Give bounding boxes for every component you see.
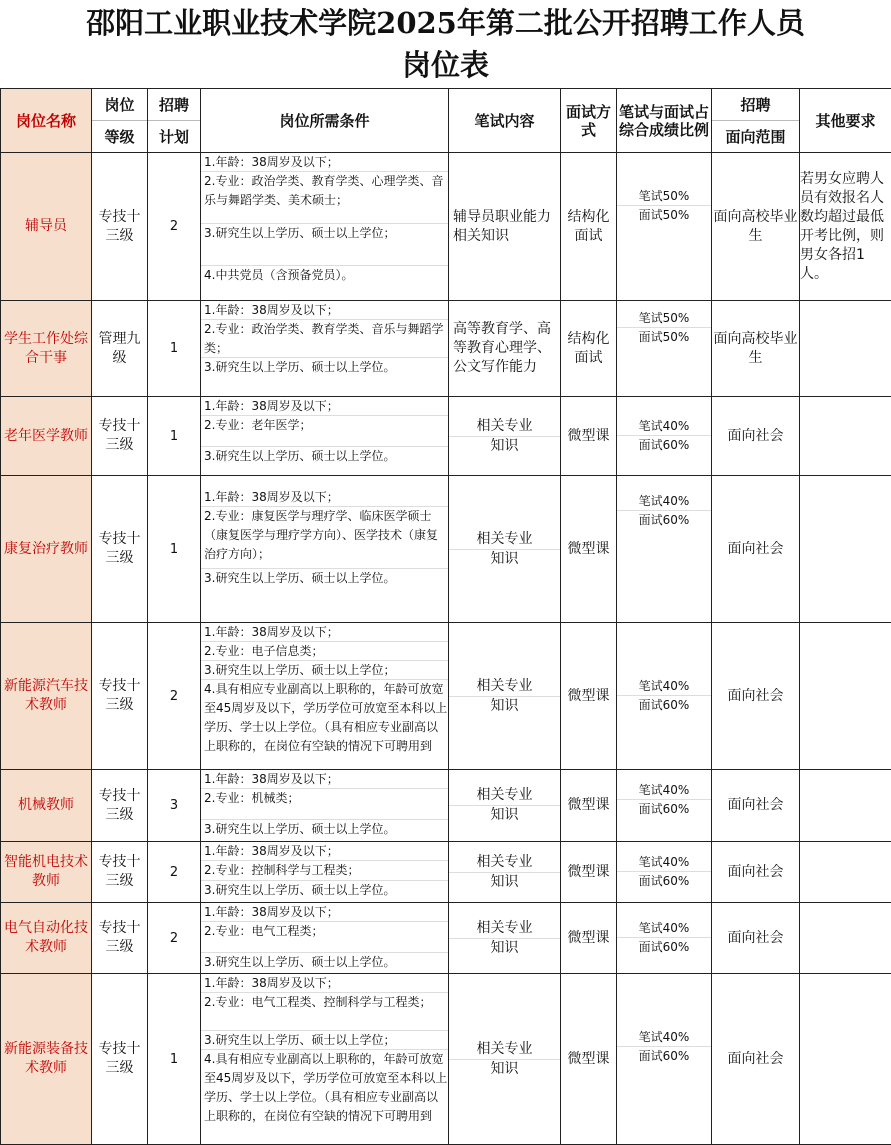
requirement-line: 1.年龄：38周岁及以下； bbox=[201, 397, 448, 416]
table-row bbox=[1, 770, 891, 842]
written-content-cell bbox=[449, 397, 561, 476]
interview-ratio: 面试60% bbox=[617, 436, 711, 455]
requirement-line: 2.专业：老年医学； bbox=[201, 416, 448, 447]
ratio-cell bbox=[617, 770, 712, 842]
ratio-cell bbox=[617, 974, 712, 1145]
scope-cell: 面向高校毕业生 bbox=[712, 153, 800, 301]
requirement-line: 3.研究生以上学历、硕士以上学位。 bbox=[201, 953, 448, 973]
written-content-text: 相关专业 bbox=[449, 530, 560, 550]
written-content-text: 知识 bbox=[449, 437, 560, 456]
requirement-line: 1.年龄：38周岁及以下； bbox=[201, 153, 448, 172]
requirements-cell bbox=[201, 476, 449, 623]
plan-cell: 2 bbox=[148, 842, 201, 903]
post-name-cell: 机械教师 bbox=[1, 770, 92, 842]
written-content-text: 知识 bbox=[449, 873, 560, 892]
header-scope-line2: 面向范围 bbox=[712, 120, 799, 152]
requirements-cell bbox=[201, 903, 449, 974]
level-cell: 专技十三级 bbox=[92, 476, 148, 623]
plan-cell: 1 bbox=[148, 476, 201, 623]
interview-cell: 结构化面试 bbox=[561, 301, 617, 397]
header-other: 其他要求 bbox=[800, 89, 891, 153]
header-plan-line1: 招聘 bbox=[148, 89, 200, 120]
post-name-cell: 新能源汽车技术教师 bbox=[1, 623, 92, 770]
written-ratio: 笔试40% bbox=[617, 781, 711, 800]
other-requirements-cell bbox=[800, 301, 891, 397]
header-post-name: 岗位名称 bbox=[1, 89, 92, 153]
written-content-cell bbox=[449, 770, 561, 842]
plan-cell: 2 bbox=[148, 153, 201, 301]
ratio-cell bbox=[617, 301, 712, 397]
title-line-1: 邵阳工业职业技术学院2025年第二批公开招聘工作人员 bbox=[0, 2, 891, 44]
header-level bbox=[92, 89, 148, 153]
header-level-line2: 等级 bbox=[92, 120, 147, 152]
written-content-text: 相关专业 bbox=[449, 1040, 560, 1060]
written-content-text: 知识 bbox=[449, 806, 560, 825]
written-content-cell bbox=[449, 974, 561, 1145]
written-content-text: 相关专业 bbox=[449, 786, 560, 806]
level-cell: 专技十三级 bbox=[92, 770, 148, 842]
post-name-cell: 学生工作处综合干事 bbox=[1, 301, 92, 397]
interview-cell: 微型课 bbox=[561, 974, 617, 1145]
other-requirements-cell bbox=[800, 842, 891, 903]
scope-cell: 面向社会 bbox=[712, 397, 800, 476]
written-content-text: 相关专业 bbox=[449, 919, 560, 939]
written-content-text: 辅导员职业能力相关知识 bbox=[449, 208, 560, 246]
interview-ratio: 面试60% bbox=[617, 800, 711, 830]
header-scope bbox=[712, 89, 800, 153]
plan-cell: 2 bbox=[148, 623, 201, 770]
table-row bbox=[1, 153, 891, 301]
other-requirements-cell: 若男女应聘人员有效报名人数均超过最低开考比例，则男女各招1人。 bbox=[800, 153, 891, 301]
ratio-cell bbox=[617, 623, 712, 770]
header-ratio: 笔试与面试占综合成绩比例 bbox=[617, 89, 712, 153]
scope-cell: 面向社会 bbox=[712, 974, 800, 1145]
other-requirements-cell bbox=[800, 903, 891, 974]
written-content-text: 相关专业 bbox=[449, 677, 560, 697]
title-line-2: 岗位表 bbox=[0, 44, 891, 86]
written-ratio: 笔试40% bbox=[617, 919, 711, 938]
requirement-line: 3.研究生以上学历、硕士以上学位。 bbox=[201, 447, 448, 475]
other-requirements-cell bbox=[800, 974, 891, 1145]
post-name-cell: 电气自动化技术教师 bbox=[1, 903, 92, 974]
scope-cell: 面向社会 bbox=[712, 903, 800, 974]
header-plan bbox=[148, 89, 201, 153]
requirement-line: 2.专业：政治学类、教育学类、音乐与舞蹈学类； bbox=[201, 320, 448, 358]
requirements-cell bbox=[201, 397, 449, 476]
post-name-cell: 辅导员 bbox=[1, 153, 92, 301]
written-content-text: 知识 bbox=[449, 697, 560, 716]
level-cell: 专技十三级 bbox=[92, 397, 148, 476]
requirement-line: 3.研究生以上学历、硕士以上学位。 bbox=[201, 358, 448, 396]
table-row bbox=[1, 903, 891, 974]
header-requirements: 岗位所需条件 bbox=[201, 89, 449, 153]
plan-cell: 1 bbox=[148, 397, 201, 476]
table-row bbox=[1, 974, 891, 1145]
plan-cell: 2 bbox=[148, 903, 201, 974]
interview-cell: 微型课 bbox=[561, 397, 617, 476]
interview-ratio: 面试60% bbox=[617, 1047, 711, 1091]
requirement-line: 3.研究生以上学历、硕士以上学位； bbox=[201, 1031, 448, 1050]
header-written: 笔试内容 bbox=[449, 89, 561, 153]
other-requirements-cell bbox=[800, 476, 891, 623]
post-name-cell: 智能机电技术教师 bbox=[1, 842, 92, 903]
requirement-line: 3.研究生以上学历、硕士以上学位。 bbox=[201, 881, 448, 902]
level-cell: 专技十三级 bbox=[92, 153, 148, 301]
written-ratio: 笔试40% bbox=[617, 677, 711, 696]
written-content-cell bbox=[449, 842, 561, 903]
interview-ratio: 面试60% bbox=[617, 872, 711, 891]
requirement-line: 1.年龄：38周岁及以下； bbox=[201, 903, 448, 922]
written-content-text: 相关专业 bbox=[449, 417, 560, 437]
requirement-line: 4.具有相应专业副高以上职称的，年龄可放宽至45周岁及以下，学历学位可放宽至本科以上学历、学士以上学位。（具有相应专业副高以上职称的，在岗位有空缺的情况下可聘用到 bbox=[201, 680, 448, 769]
requirements-cell bbox=[201, 623, 449, 770]
header-plan-line2: 计划 bbox=[148, 120, 200, 152]
scope-cell: 面向高校毕业生 bbox=[712, 301, 800, 397]
post-name-cell: 康复治疗教师 bbox=[1, 476, 92, 623]
requirement-line: 1.年龄：38周岁及以下； bbox=[201, 974, 448, 993]
header-interview: 面试方式 bbox=[561, 89, 617, 153]
interview-ratio: 面试60% bbox=[617, 696, 711, 715]
table-row bbox=[1, 476, 891, 623]
scope-cell: 面向社会 bbox=[712, 842, 800, 903]
interview-cell: 微型课 bbox=[561, 770, 617, 842]
positions-table bbox=[0, 88, 891, 1145]
written-content-text: 高等教育学、高等教育心理学、公文写作能力 bbox=[449, 320, 560, 377]
requirement-line: 1.年龄：38周岁及以下； bbox=[201, 488, 448, 507]
other-requirements-cell bbox=[800, 770, 891, 842]
interview-cell: 微型课 bbox=[561, 623, 617, 770]
requirements-cell bbox=[201, 770, 449, 842]
interview-cell: 结构化面试 bbox=[561, 153, 617, 301]
written-ratio: 笔试50% bbox=[617, 309, 711, 328]
scope-cell: 面向社会 bbox=[712, 623, 800, 770]
table-row bbox=[1, 397, 891, 476]
written-content-cell bbox=[449, 153, 561, 301]
ratio-cell bbox=[617, 153, 712, 301]
requirement-line: 3.研究生以上学历、硕士以上学位。 bbox=[201, 569, 448, 611]
requirements-cell bbox=[201, 301, 449, 397]
plan-cell: 1 bbox=[148, 301, 201, 397]
requirement-line: 2.专业：机械类； bbox=[201, 789, 448, 820]
requirement-line: 1.年龄：38周岁及以下； bbox=[201, 301, 448, 320]
table-row bbox=[1, 842, 891, 903]
scope-cell: 面向社会 bbox=[712, 476, 800, 623]
other-requirements-cell bbox=[800, 397, 891, 476]
header-scope-line1: 招聘 bbox=[712, 89, 799, 120]
header-row bbox=[1, 89, 891, 153]
ratio-cell bbox=[617, 842, 712, 903]
level-cell: 专技十三级 bbox=[92, 903, 148, 974]
interview-ratio: 面试50% bbox=[617, 328, 711, 388]
plan-cell: 3 bbox=[148, 770, 201, 842]
ratio-cell bbox=[617, 903, 712, 974]
requirements-cell bbox=[201, 842, 449, 903]
level-cell: 专技十三级 bbox=[92, 623, 148, 770]
document-title bbox=[0, 0, 891, 88]
requirement-line: 3.研究生以上学历、硕士以上学位； bbox=[201, 661, 448, 680]
requirement-line: 3.研究生以上学历、硕士以上学位。 bbox=[201, 820, 448, 841]
interview-cell: 微型课 bbox=[561, 476, 617, 623]
table-row bbox=[1, 623, 891, 770]
requirement-line: 1.年龄：38周岁及以下； bbox=[201, 623, 448, 642]
requirement-line: 2.专业：电子信息类； bbox=[201, 642, 448, 661]
written-content-text: 知识 bbox=[449, 550, 560, 569]
ratio-cell bbox=[617, 476, 712, 623]
requirement-line: 1.年龄：38周岁及以下； bbox=[201, 770, 448, 789]
written-content-cell bbox=[449, 301, 561, 397]
written-ratio: 笔试50% bbox=[617, 187, 711, 206]
level-cell: 管理九级 bbox=[92, 301, 148, 397]
header-level-line1: 岗位 bbox=[92, 89, 147, 120]
other-requirements-cell bbox=[800, 623, 891, 770]
requirement-line: 3.研究生以上学历、硕士以上学位； bbox=[201, 224, 448, 266]
written-content-cell bbox=[449, 476, 561, 623]
scope-cell: 面向社会 bbox=[712, 770, 800, 842]
post-name-cell: 老年医学教师 bbox=[1, 397, 92, 476]
interview-ratio: 面试60% bbox=[617, 511, 711, 607]
level-cell: 专技十三级 bbox=[92, 974, 148, 1145]
interview-cell: 微型课 bbox=[561, 903, 617, 974]
interview-cell: 微型课 bbox=[561, 842, 617, 903]
written-content-text: 相关专业 bbox=[449, 853, 560, 873]
requirement-line: 4.中共党员（含预备党员）。 bbox=[201, 266, 448, 300]
written-ratio: 笔试40% bbox=[617, 417, 711, 436]
requirement-line: 2.专业：电气工程类、控制科学与工程类； bbox=[201, 993, 448, 1031]
written-ratio: 笔试40% bbox=[617, 1028, 711, 1047]
written-content-text: 知识 bbox=[449, 1060, 560, 1079]
requirements-cell bbox=[201, 974, 449, 1145]
written-ratio: 笔试40% bbox=[617, 853, 711, 872]
written-ratio: 笔试40% bbox=[617, 492, 711, 511]
requirements-cell bbox=[201, 153, 449, 301]
written-content-cell bbox=[449, 903, 561, 974]
level-cell: 专技十三级 bbox=[92, 842, 148, 903]
requirement-line: 2.专业：政治学类、教育学类、心理学类、音乐与舞蹈学类、美术硕士； bbox=[201, 172, 448, 224]
requirement-line: 2.专业：康复医学与理疗学、临床医学硕士（康复医学与理疗学方向）、医学技术（康复治疗方向）； bbox=[201, 507, 448, 569]
table-row bbox=[1, 301, 891, 397]
interview-ratio: 面试50% bbox=[617, 206, 711, 266]
requirement-line: 2.专业：控制科学与工程类； bbox=[201, 861, 448, 881]
requirement-line: 1.年龄：38周岁及以下； bbox=[201, 842, 448, 861]
post-name-cell: 新能源装备技术教师 bbox=[1, 974, 92, 1145]
written-content-text: 知识 bbox=[449, 939, 560, 958]
positions-body bbox=[1, 153, 891, 1145]
requirement-line: 4.具有相应专业副高以上职称的，年龄可放宽至45周岁及以下，学历学位可放宽至本科以上学历、学士以上学位。（具有相应专业副高以上职称的，在岗位有空缺的情况下可聘用到 bbox=[201, 1050, 448, 1144]
requirement-line: 2.专业：电气工程类； bbox=[201, 922, 448, 953]
interview-ratio: 面试60% bbox=[617, 938, 711, 957]
plan-cell: 1 bbox=[148, 974, 201, 1145]
written-content-cell bbox=[449, 623, 561, 770]
ratio-cell bbox=[617, 397, 712, 476]
